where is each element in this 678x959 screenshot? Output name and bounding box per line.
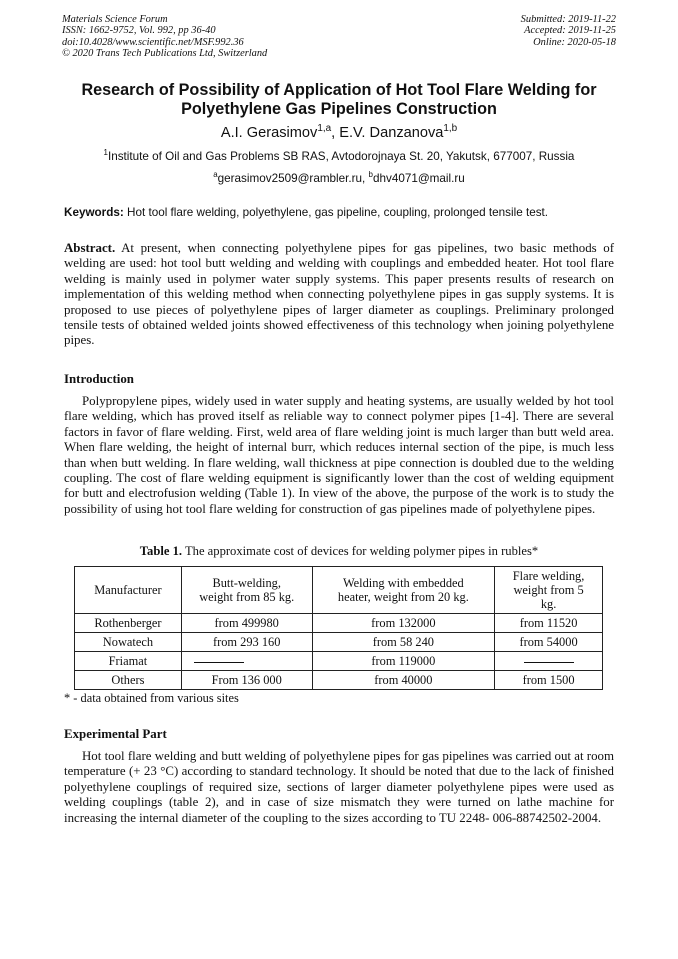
table-header-cell: Welding with embedded heater, weight from 20 kg. [312, 567, 495, 614]
keywords [64, 206, 616, 220]
email-link[interactable]: dhv4071@mail.ru [372, 172, 465, 185]
email-link[interactable]: gerasimov2509@rambler.ru [217, 172, 363, 185]
abstract-label: Abstract. [64, 241, 116, 255]
table-cell: from 54000 [495, 633, 603, 652]
table-caption-text: The approximate cost of devices for welding polymer pipes in rubles* [182, 544, 539, 558]
submitted-date: Submitted: 2019-11-22 [520, 14, 616, 25]
accepted-date: Accepted: 2019-11-25 [524, 25, 616, 37]
table-cell: Rothenberger [75, 614, 182, 633]
table-cell-empty [181, 652, 312, 671]
section-heading-introduction: Introduction [64, 372, 134, 386]
table-row [75, 652, 603, 671]
table-cell: from 499980 [181, 614, 312, 633]
table-cell: from 119000 [312, 652, 495, 671]
journal-header [62, 14, 267, 60]
email-mark: a [213, 170, 218, 180]
paper-title-line-1: Research of Possibility of Application of Hot Tool Flare Welding for [81, 81, 597, 99]
table-header-cell: Flare welding, weight from 5 kg. [495, 567, 603, 614]
affiliation-text: Institute of Oil and Gas Problems SB RAS, Avtodorojnaya St. 20, Yakutsk, 677007, Russia [107, 150, 575, 163]
author-name: A.I. Gerasimov [220, 125, 318, 141]
author-emails [64, 172, 614, 186]
table-cell: from 293 160 [181, 633, 312, 652]
table-header-cell: Butt-welding, weight from 85 kg. [181, 567, 312, 614]
author-separator: , [331, 125, 340, 141]
author-name: E.V. Danzanova [339, 125, 444, 141]
paper-title [64, 81, 614, 119]
table-cell: Friamat [75, 652, 182, 671]
keywords-text: Hot tool flare welding, polyethylene, gas pipeline, coupling, prolonged tensile test. [123, 206, 549, 219]
table-cell: Others [75, 671, 182, 690]
table-caption [64, 544, 614, 559]
author-list [64, 125, 614, 142]
keywords-label: Keywords: [64, 206, 124, 219]
journal-copyright: © 2020 Trans Tech Publications Ltd, Switzerland [62, 48, 268, 60]
table-cell: From 136 000 [181, 671, 312, 690]
abstract-text: At present, when connecting polyethylene pipes for gas pipelines, two basic methods of welding are used: hot tool butt welding and welding with couplings and embedded heater. Hot tool flare welding is mainly used in polymer water supply systems. This paper presents results of research on implementation of this welding method when connecting polyethylene pipes in gas supply systems. It is proposed to use pieces of polyethylene pipes of larger diameter as couplings. Preliminary prolonged tensile tests of obtained welded joints showed effectiveness of this technology when joining polyethylene pipes. [64, 241, 614, 348]
table-row [75, 671, 603, 690]
email-separator: , [362, 172, 369, 185]
dash-line [194, 662, 244, 663]
table-cell: from 40000 [312, 671, 495, 690]
table-footnote: * - data obtained from various sites [64, 691, 239, 705]
paper-title-line-2: Polyethylene Gas Pipelines Construction [181, 100, 497, 118]
table-cell: from 132000 [312, 614, 495, 633]
introduction-text: Polypropylene pipes, widely used in water supply and heating systems, are usually welded by hot tool flare welding, which has proved itself as reliable way to connect polymer pipes [1-4]. There are several factors in favor of flare welding. First, weld area of flare welding joint is much larger than butt weld area. When flare welding, the height of internal burr, which reduces internal section of the pipe, is much less than when butt welding. In flare welding, wall thickness at pipe connection is doubled due to the welding coupling. The cost of flare welding equipment is significantly lower than the cost of welding equipment for butt and electrofusion welding (Table 1). In view of the above, the purpose of the work is to study the possibility of using hot tool flare welding for construction of gas pipelines made of polyethylene pipes. [64, 394, 614, 516]
affiliation-mark: 1 [103, 148, 108, 158]
table-row [75, 614, 603, 633]
online-date: Online: 2020-05-18 [533, 36, 616, 48]
journal-issn: ISSN: 1662-9752, Vol. 992, pp 36-40 [62, 25, 216, 37]
table-cell: from 1500 [495, 671, 603, 690]
table-cell-empty [495, 652, 603, 671]
table-header-cell: Manufacturer [75, 567, 182, 614]
experimental-text: Hot tool flare welding and butt welding of polyethylene pipes for gas pipelines was carried out at room temperature (+ 23 °C) according to standard technology. It should be noted that due to the lack of finished polyethylene couplings of required size, sections of larger diameter polyethylene pipes were used as welding couplings (table 2), and in case of size mismatch they were turned on lathe machine for increasing the internal diameter of the coupling to the sizes according to TU 2248- 006-88742502-2004. [64, 749, 614, 825]
affiliation [64, 150, 614, 164]
journal-name: Materials Science Forum [62, 14, 168, 25]
table-cell: from 11520 [495, 614, 603, 633]
dash-line [524, 662, 574, 663]
email-mark: b [368, 170, 373, 180]
table-row [75, 633, 603, 652]
publication-dates [521, 14, 616, 48]
table-caption-label: Table 1. [139, 544, 183, 558]
table-header-row [75, 567, 603, 614]
table-cell: from 58 240 [312, 633, 495, 652]
section-heading-experimental: Experimental Part [64, 727, 167, 741]
journal-doi: doi:10.4028/www.scientific.net/MSF.992.36 [62, 36, 244, 48]
table-cell: Nowatech [75, 633, 182, 652]
cost-table [74, 566, 603, 690]
author-affiliation-mark: 1,a [317, 123, 332, 135]
author-affiliation-mark: 1,b [443, 123, 458, 135]
abstract [64, 241, 614, 349]
